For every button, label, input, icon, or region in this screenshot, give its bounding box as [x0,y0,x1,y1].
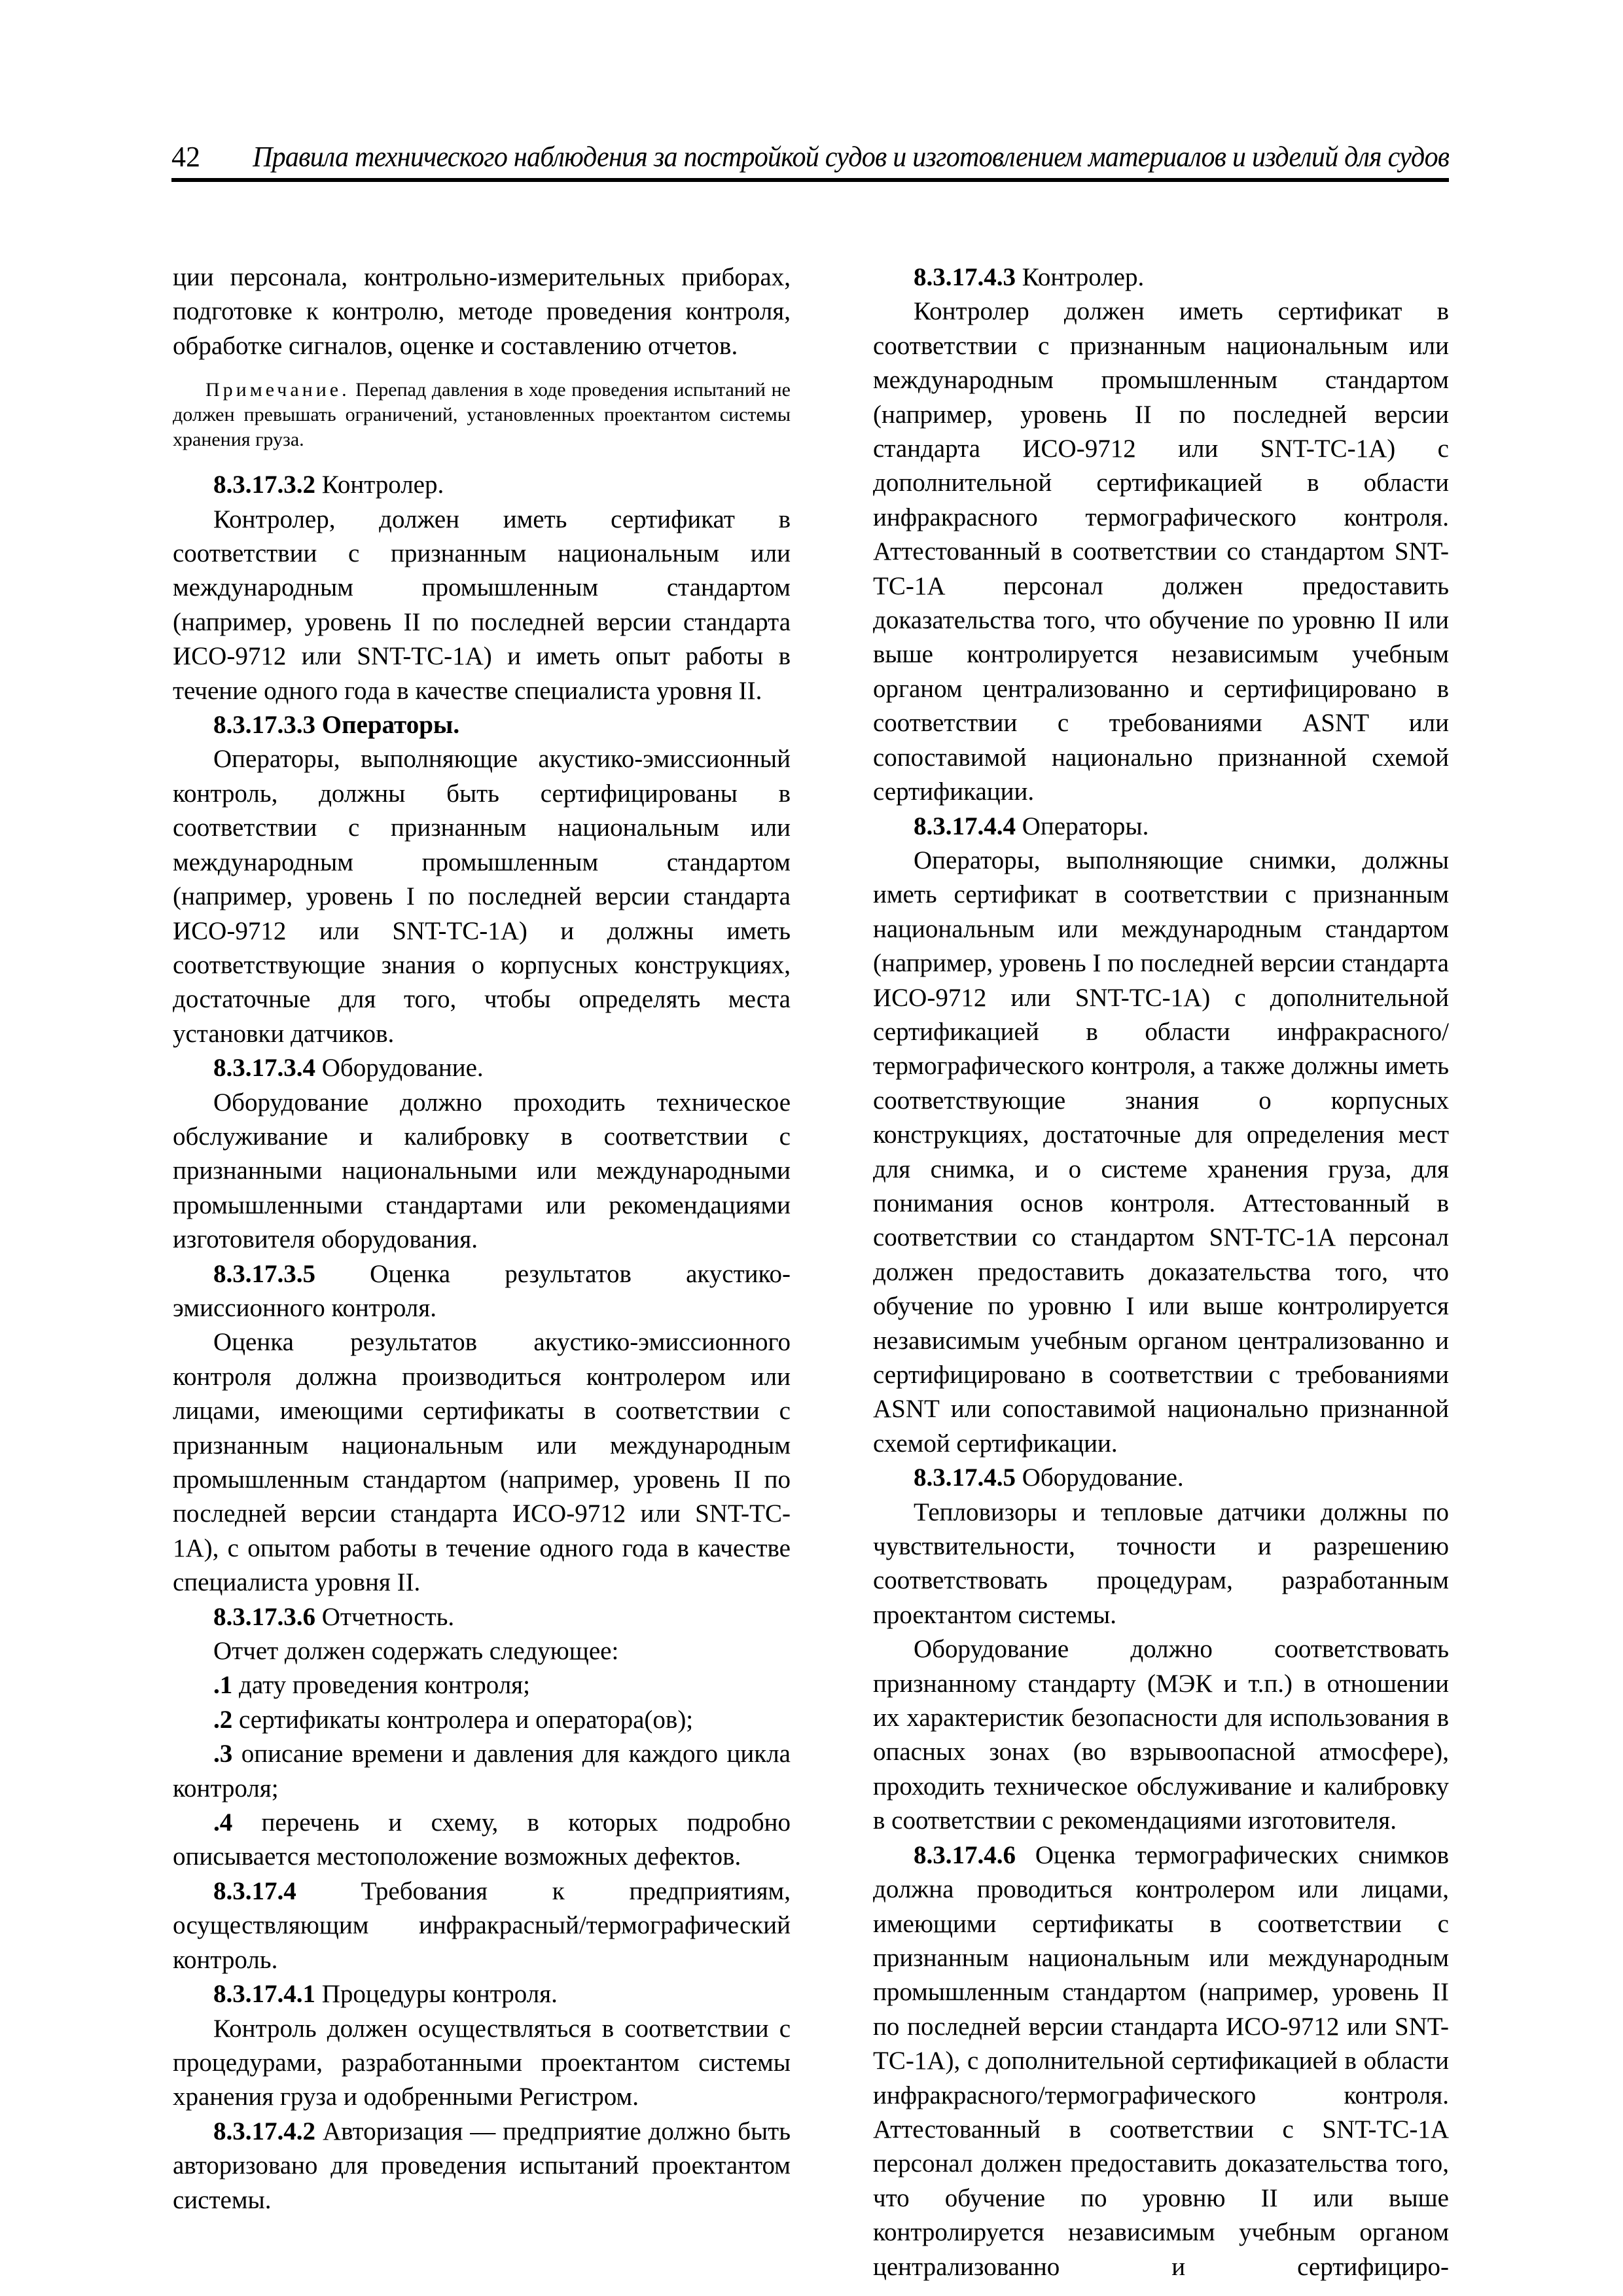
section-heading [173,468,791,502]
paragraph [173,1325,791,1600]
section-number: 8.3.17.3.4 [213,1054,315,1083]
paragraph-text: ции персонала, контрольно-измерительных приборах, подготовке к контролю, методе проведения контроля, обработке сигналов, оценке и составлению отчетов. [173,263,791,360]
section-number: 8.3.17.4.6 [914,1840,1016,1869]
paragraph-text: Оборудование. [1016,1463,1184,1492]
paragraph-text: Контролер должен иметь сертификат в соответствии с признанным национальным или международным промышленным стандартом (например, уровень II по последней версии стандарта ИСО-9712 или SNT-TC-1A) с дополнительной сертификацией в области инфракрасного термографического контроля. Аттестованный в соответствии со стандартом SNT-TC-1A персонал должен предоставить доказательства того, что обучение по уровню II или выше контролируется независимым учебным органом централизованно и сертифицировано в соответствии с требованиями ASNT или сопоставимой национально признанной схемой сертификации. [873,297,1449,806]
paragraph-text: Оборудование. [315,1054,484,1083]
paragraph-text: Контролер. [315,471,444,499]
section-number: 8.3.17.4.3 [914,263,1016,291]
paragraph-text: Отчетность. [315,1602,455,1631]
paragraph-text: описание времени и давления для каждого цикла контроля; [173,1740,791,1803]
paragraph [173,1668,791,1702]
section-heading [173,1600,791,1634]
running-title-box [253,139,1449,178]
paragraph-text: Тепловизоры и тепловые датчики должны по чувствительности, точности и разрешению соответствовать процедурам, разработанным проектантом системы. [873,1498,1449,1629]
section-number: .3 [213,1740,233,1768]
paragraph [873,1839,1449,2284]
paragraph [173,1806,791,1874]
paragraph-text: Операторы. [1016,812,1149,840]
paragraph-text: Контроль должен осуществляться в соответствии с процедурами, разработанными проектантом системы хранения груза и одобренными Регистром. [173,2014,791,2111]
section-number: 8.3.17.3.2 [213,471,315,499]
paragraph-text: Контролер, должен иметь сертификат в соответствии с признанным национальным или международным промышленным стандартом (например, уровень II по последней версии стандарта ИСО-9712 или SNT-TC-1A) и иметь опыт работы в течение одного года в качестве специалиста уровня II. [173,505,791,705]
paragraph [173,1086,791,1257]
section-number: 8.3.17.4.4 [914,812,1016,840]
page-header [171,139,1449,178]
section-heading [173,708,791,742]
note-label: Примечание. [205,379,350,401]
right-column [873,260,1449,2284]
paragraph-text: Перепад давления в ходе проведения испытаний не должен превышать ограничений, установленных проектантом системы хранения груза. [173,379,791,451]
paragraph-text: Требования к предприятиям, осуществляющим инфракрасный/термографический контроль. [173,1876,791,1974]
paragraph-text: Оценка результатов акустико-эмиссионного контроля. [173,1259,791,1322]
running-title: Правила технического наблюдения за постройкой судов и изготовлением материалов и изделий для судов [253,141,1449,173]
section-heading [173,1874,791,1977]
paragraph-text: Процедуры контроля. [315,1980,558,2009]
paragraph [173,503,791,708]
paragraph-text: дату проведения контроля; [232,1671,530,1700]
paragraph [873,844,1449,1461]
section-heading [873,1461,1449,1495]
paragraph [873,1632,1449,1838]
section-number: 8.3.17.3.5 [213,1259,315,1288]
section-number: 8.3.17.4.2 [213,2117,315,2145]
paragraph-text: Оборудование должно соответствовать признанному стандарту (МЭК и т.п.) в отношении их характеристик безопасности для использования в опасных зонах (во взрывоопасной атмосфере), проходить техническое обслуживание и калибровку в соответствии с рекомендациями изготовителя. [873,1635,1449,1835]
left-column [173,260,791,2217]
paragraph [873,295,1449,809]
section-heading [173,1051,791,1085]
section-number: .2 [213,1705,233,1734]
paragraph [173,1703,791,1737]
section-number: 8.3.17.4.5 [914,1463,1016,1492]
paragraph-text: сертификаты контролера и оператора(ов); [232,1705,694,1734]
paragraph-text: Оценка термографических снимков должна проводиться контролером или лицами, имеющими сертификаты в соответствии с признанным национальным или международным промышленным стандартом (например, уровень II по последней версии стандарта ИСО-9712 или SNT-TC-1A), с дополнительной сертификацией в области инфракрасного/термографического контроля. Аттестованный в соответствии с SNT-TC-1A персонал должен предоставить доказательства того, что обучение по уровню II или выше контролируется независимым учебным органом централизованно и сертифициро- [873,1840,1449,2281]
section-number: .1 [213,1671,233,1700]
paragraph [873,1496,1449,1633]
paragraph-text: Оценка результатов акустико-эмиссионного контроля должна производиться контролером или лицами, имеющими сертификаты в соответствии с признанным национальным или международным промышленным стандартом (например, уровень II по последней версии стандарта ИСО-9712 или SNT-TC-1A), с опытом работы в течение одного года в качестве специалиста уровня II. [173,1328,791,1597]
section-heading [173,2115,791,2217]
paragraph-text: перечень и схему, в которых подробно описывается местоположение возможных дефектов. [173,1808,791,1871]
section-heading [173,1977,791,2011]
paragraph [173,260,791,363]
paragraph-text: Операторы, выполняющие акустико-эмиссионный контроль, должны быть сертифицированы в соответствии с признанным национальным или международным промышленным стандартом (например, уровень I по последней версии стандарта ИСО-9712 или SNT-TC-1A) и должны иметь соответствующие знания о корпусных конструкциях, достаточные для того, чтобы определять места установки датчиков. [173,745,791,1048]
paragraph [173,1737,791,1806]
paragraph-text: Контролер. [1016,263,1145,291]
paragraph [173,1634,791,1668]
header-rule [171,178,1449,182]
section-number: 8.3.17.3.3 [213,711,315,740]
paragraph-text: Операторы. [315,711,460,740]
section-number: .4 [213,1808,233,1837]
section-number: 8.3.17.4 [213,1876,296,1905]
paragraph-text: Авторизация — предприятие должно быть авторизовано для проведения испытаний проектантом системы. [173,2117,791,2214]
section-heading [873,260,1449,295]
section-heading [873,810,1449,844]
paragraph [173,2012,791,2115]
page-number: 42 [171,141,200,173]
section-number: 8.3.17.4.1 [213,1980,315,2009]
paragraph [173,742,791,1051]
paragraph-text: Операторы, выполняющие снимки, должны иметь сертификат в соответствии с признанным национальным или международным стандартом (например, уровень I по последней версии стандарта ИСО-9712 или SNT-TC-1A) с дополнительной сертификацией в области инфракрасного/термографического контроля, а также должны иметь соответствующие знания о корпусных конструкциях, достаточные для определения мест для снимка, и о системе хранения груза, для понимания основ контроля. Аттестованный в соответствии со стандартом SNT-TC-1A персонал должен предоставить доказательства того, что обучение по уровню I или выше контролируется независимым учебным органом централизованно и сертифицировано в соответствии с требованиями ASNT или сопоставимой национально признанной схемой сертификации. [873,846,1449,1458]
section-number: 8.3.17.3.6 [213,1602,315,1631]
note-paragraph [173,378,791,452]
paragraph-text: Отчет должен содержать следующее: [213,1637,619,1666]
section-heading [173,1257,791,1326]
paragraph-text: Оборудование должно проходить техническое обслуживание и калибровку в соответствии с признанными национальными или международными промышленными стандартами или рекомендациями изготовителя оборудования. [173,1088,791,1254]
